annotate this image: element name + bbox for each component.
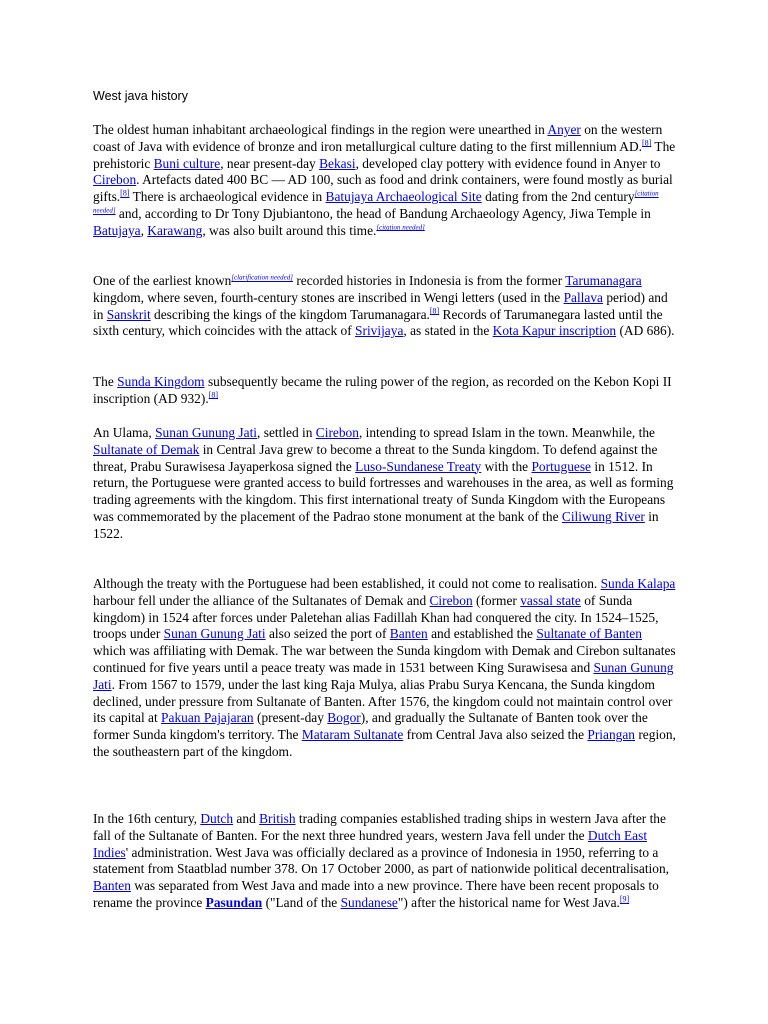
paragraph-text: , settled in bbox=[257, 425, 316, 440]
link-batujaya-archaeological-site[interactable]: Batujaya Archaeological Site bbox=[325, 189, 482, 205]
link-bogor[interactable]: Bogor bbox=[327, 710, 361, 726]
paragraph-text: One of the earliest known bbox=[93, 273, 232, 288]
paragraph-text: region, the southeastern part of the kingdom. bbox=[93, 727, 676, 759]
paragraph-text: Although the treaty with the Portuguese had been established, it could not come to realisation. bbox=[93, 576, 601, 591]
editorial-note-link[interactable]: [citation needed] bbox=[93, 189, 659, 215]
paragraph-text: In the 16th century, bbox=[93, 811, 201, 826]
paragraph-text: (former bbox=[472, 592, 521, 608]
link-banten[interactable]: Banten bbox=[93, 878, 131, 894]
paragraph-text: The oldest human inhabitant archaeological findings in the region were unearthed in bbox=[93, 122, 548, 137]
paragraph-text: There is archaeological evidence in bbox=[129, 189, 326, 205]
paragraph-text: dating from the 2nd century bbox=[481, 189, 635, 205]
paragraph-text: describing the kings of the kingdom Tarumanagara. bbox=[150, 306, 430, 322]
paragraph-text: ") after the historical name for West Java. bbox=[397, 894, 620, 910]
link-batujaya[interactable]: Batujaya bbox=[93, 222, 141, 238]
footnote-marker bbox=[430, 306, 439, 315]
footnote-ref-link[interactable]: [8] bbox=[120, 188, 130, 198]
paragraph-text: in 1522. bbox=[93, 508, 659, 541]
link-tarumanagara[interactable]: Tarumanagara bbox=[565, 273, 642, 288]
paragraph-text: (present-day bbox=[253, 710, 328, 726]
link-pasundan[interactable]: Pasundan bbox=[205, 894, 263, 910]
paragraph-text: The bbox=[93, 374, 118, 389]
link-cirebon[interactable]: Cirebon bbox=[93, 172, 137, 188]
footnote-ref-link[interactable]: [8] bbox=[208, 390, 218, 400]
document-title: West java history bbox=[93, 89, 188, 103]
link-luso-sundanese-treaty[interactable]: Luso-Sundanese Treaty bbox=[355, 458, 482, 474]
footnote-ref-link[interactable]: [9] bbox=[619, 894, 630, 904]
paragraph-text: . Artefacts dated 400 BC — AD 100, such as food and drink containers, were found mostly as burial gifts. bbox=[93, 172, 673, 205]
paragraph-text: , developed clay pottery with evidence found in Anyer to bbox=[355, 155, 661, 171]
link-srivijaya[interactable]: Srivijaya bbox=[355, 323, 404, 339]
link-sunan-gunung-jati[interactable]: Sunan Gunung Jati bbox=[163, 626, 266, 642]
paragraph-text: recorded histories in Indonesia is from the former bbox=[292, 273, 566, 288]
link-british[interactable]: British bbox=[259, 811, 296, 826]
paragraph-text: , was also built around this time. bbox=[202, 222, 377, 238]
link-sunan-gunung-jati[interactable]: Sunan Gunung Jati bbox=[155, 425, 258, 440]
link-buni-culture[interactable]: Buni culture bbox=[153, 155, 221, 171]
paragraph-text: period) and in bbox=[93, 289, 668, 322]
link-anyer[interactable]: Anyer bbox=[547, 122, 581, 137]
link-sultanate-of-banten[interactable]: Sultanate of Banten bbox=[536, 626, 642, 642]
paragraph-text: The prehistoric bbox=[93, 138, 676, 171]
paragraph-text: in 1512. In return, the Portuguese were granted access to build fortresses and warehouses in the area, as well as forming trading agreements with the kingdom. This first international treaty of Sunda Kingdom with the Europeans was commemorated by the placement of the Padrao stone monument at the bank of the bbox=[93, 458, 674, 524]
paragraph-text: , intending to spread Islam in the town. Meanwhile, the bbox=[358, 425, 655, 440]
paragraph-text: An Ulama, bbox=[93, 425, 156, 440]
paragraph-text: in Central Java grew to become a threat to the Sunda kingdom. To defend against the threat, Prabu Surawisesa Jayaperkosa signed the bbox=[93, 441, 658, 474]
paragraph-text: of Sunda kingdom) in 1524 after forces under Paletehan alias Fadillah Khan had conquered the city. In 1524–1525, troops under bbox=[93, 592, 659, 642]
paragraph-portuguese-treaty bbox=[93, 425, 677, 543]
link-portuguese[interactable]: Portuguese bbox=[531, 458, 591, 474]
link-cirebon[interactable]: Cirebon bbox=[429, 592, 473, 608]
paragraph-sunda-kingdom bbox=[93, 374, 677, 408]
paragraph-text: ' administration. West Java was officially declared as a province of Indonesia in 1950, referring to a statement from Staatblad number 378. On 17 October 2000, as part of nationwide political decentralisation, bbox=[93, 844, 670, 877]
footnote-marker bbox=[620, 895, 629, 904]
paragraph-prehistory bbox=[93, 122, 677, 240]
link-dutch[interactable]: Dutch bbox=[200, 811, 234, 826]
paragraph-text: and established the bbox=[427, 626, 537, 642]
link-pallava[interactable]: Pallava bbox=[563, 289, 603, 305]
link-sunan-gunung-jati[interactable]: Sunan Gunung Jati bbox=[93, 659, 674, 692]
link-sunda-kingdom[interactable]: Sunda Kingdom bbox=[117, 374, 205, 389]
paragraph-text: was separated from West Java and made into a new province. There have been recent proposals to rename the province bbox=[93, 878, 659, 910]
paragraph-text: , near present-day bbox=[220, 155, 320, 171]
paragraph-text: with the bbox=[481, 458, 532, 474]
paragraph-text: kingdom, where seven, fourth-century stones are inscribed in Wengi letters (used in the bbox=[93, 289, 564, 305]
paragraph-text: trading companies established trading ships in western Java after the fall of the Sultanate of Banten. For the next three hundred years, western Java fell under the bbox=[93, 811, 666, 843]
paragraph-text: . From 1567 to 1579, under the last king Raja Mulya, alias Prabu Surya Kencana, the Sunda kingdom declined, under pressure from Sultanate of Banten. After 1576, the kingdom could not maintain control over its capital at bbox=[93, 676, 673, 726]
paragraph-text: , as stated in the bbox=[403, 323, 493, 339]
link-cirebon[interactable]: Cirebon bbox=[315, 425, 359, 440]
editorial-note bbox=[376, 223, 424, 231]
link-karawang[interactable]: Karawang bbox=[147, 222, 203, 238]
paragraph-text: (AD 686). bbox=[616, 323, 675, 339]
link-kota-kapur-inscription[interactable]: Kota Kapur inscription bbox=[492, 323, 617, 339]
link-priangan[interactable]: Priangan bbox=[587, 727, 635, 743]
paragraph-text: and bbox=[233, 811, 260, 826]
link-pakuan-pajajaran[interactable]: Pakuan Pajajaran bbox=[161, 710, 254, 726]
footnote-ref-link[interactable]: [8] bbox=[641, 138, 652, 148]
paragraph-text: on the western coast of Java with evidence of bronze and iron metallurgical culture dating to the first millennium AD. bbox=[93, 122, 663, 154]
footnote-marker bbox=[209, 390, 218, 399]
paragraph-text: Records of Tarumanegara lasted until the sixth century, which coincides with the attack of bbox=[93, 306, 663, 339]
paragraph-text: harbour fell under the alliance of the Sultanates of Demak and bbox=[93, 592, 430, 608]
paragraph-text: , bbox=[140, 222, 148, 238]
link-vassal-state[interactable]: vassal state bbox=[520, 592, 581, 608]
paragraph-colonial-era bbox=[93, 811, 677, 912]
link-sultanate-of-demak[interactable]: Sultanate of Demak bbox=[93, 441, 200, 457]
editorial-note-link[interactable]: [citation needed] bbox=[376, 223, 425, 232]
footnote-ref-link[interactable]: [8] bbox=[429, 306, 440, 316]
paragraph-text: ), and gradually the Sultanate of Banten took over the former Sunda kingdom's territory. The bbox=[93, 710, 648, 743]
editorial-note bbox=[231, 274, 293, 282]
link-bekasi[interactable]: Bekasi bbox=[319, 155, 356, 171]
link-dutch-east-indies[interactable]: Dutch East Indies bbox=[93, 827, 648, 860]
paragraph-text: also seized the port of bbox=[265, 626, 390, 642]
link-sanskrit[interactable]: Sanskrit bbox=[106, 306, 151, 322]
link-ciliwung-river[interactable]: Ciliwung River bbox=[561, 508, 645, 524]
link-sundanese[interactable]: Sundanese bbox=[340, 894, 398, 910]
paragraph-text: from Central Java also seized the bbox=[403, 727, 588, 743]
paragraph-text: subsequently became the ruling power of the region, as recorded on the Kebon Kopi II inscription (AD 932). bbox=[93, 374, 672, 406]
footnote-marker bbox=[642, 138, 651, 147]
paragraph-text: which was affiliating with Demak. The war between the Sunda kingdom with Demak and Cirebon sultanates continued for five years until a peace treaty was made in 1531 between King Surawisesa and bbox=[93, 643, 676, 675]
link-mataram-sultanate[interactable]: Mataram Sultanate bbox=[301, 727, 404, 743]
paragraph-sultanates bbox=[93, 576, 677, 761]
link-sunda-kalapa[interactable]: Sunda Kalapa bbox=[600, 576, 676, 591]
editorial-note-link[interactable]: [clarification needed] bbox=[231, 273, 293, 282]
paragraph-text: ("Land of the bbox=[262, 894, 341, 910]
paragraph-text: and, according to Dr Tony Djubiantono, the head of Bandung Archaeology Agency, Jiwa Temple in bbox=[115, 205, 651, 221]
link-banten[interactable]: Banten bbox=[389, 626, 428, 642]
paragraph-tarumanagara bbox=[93, 273, 677, 340]
